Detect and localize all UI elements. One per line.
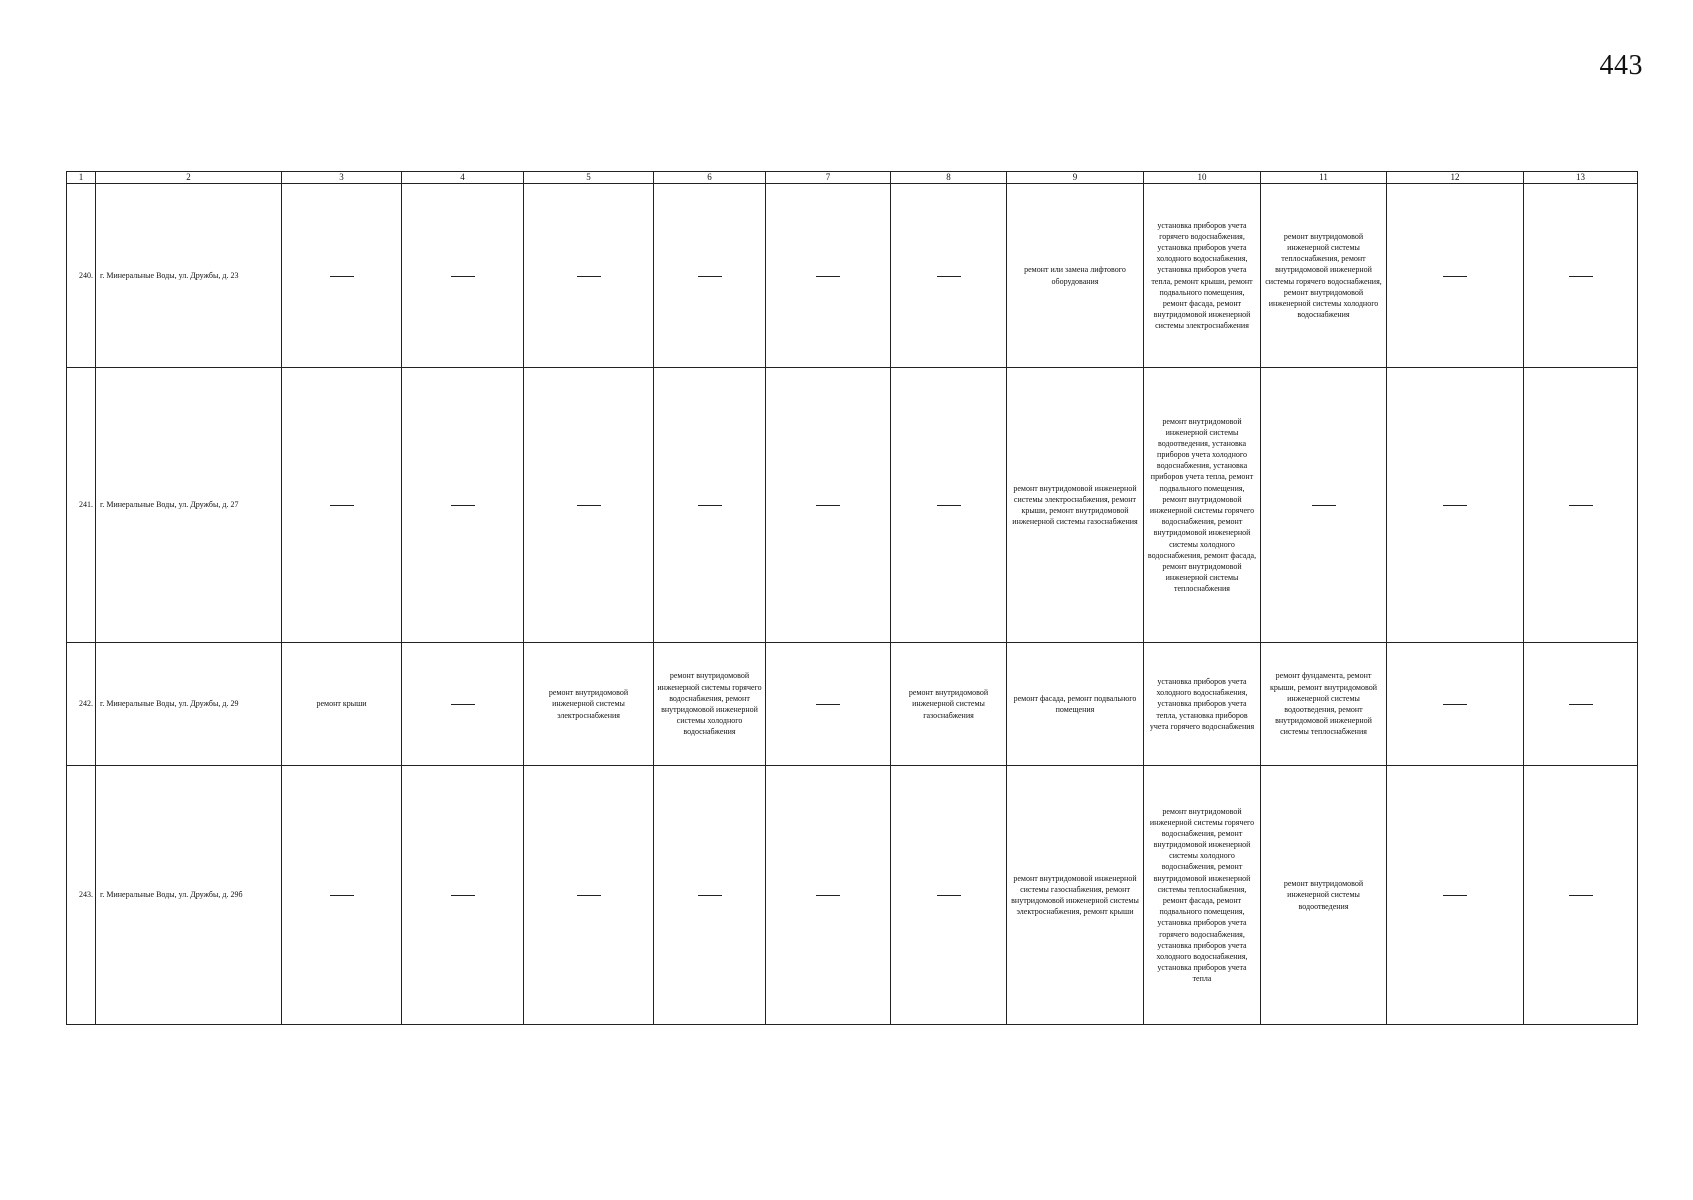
cell: [1524, 368, 1638, 643]
empty-dash: [1569, 276, 1593, 277]
cell: [524, 368, 654, 643]
cell: ремонт внутридомовой инженерной системы газоснабжения, ремонт внутридомовой инженерной системы электроснабжения, ремонт крыши: [1007, 766, 1144, 1025]
cell: ремонт крыши: [282, 643, 402, 766]
column-header: 3: [282, 172, 402, 184]
address-cell: г. Минеральные Воды, ул. Дружбы, д. 29б: [96, 766, 282, 1025]
address-cell: г. Минеральные Воды, ул. Дружбы, д. 27: [96, 368, 282, 643]
column-number-row: [67, 172, 1638, 184]
cell: [654, 766, 766, 1025]
cell: ремонт фасада, ремонт подвального помещения: [1007, 643, 1144, 766]
cell: ремонт внутридомовой инженерной системы газоснабжения: [891, 643, 1007, 766]
empty-dash: [816, 895, 840, 896]
empty-dash: [451, 704, 475, 705]
repair-schedule-table: [66, 171, 1638, 1025]
column-header: 4: [402, 172, 524, 184]
cell: [654, 368, 766, 643]
cell: [766, 184, 891, 368]
empty-dash: [1569, 505, 1593, 506]
empty-dash: [451, 505, 475, 506]
empty-dash: [816, 704, 840, 705]
cell: [402, 643, 524, 766]
empty-dash: [937, 276, 961, 277]
empty-dash: [1443, 704, 1467, 705]
column-header: 8: [891, 172, 1007, 184]
cell: [1524, 766, 1638, 1025]
column-header: 1: [67, 172, 96, 184]
column-header: 2: [96, 172, 282, 184]
address-cell: г. Минеральные Воды, ул. Дружбы, д. 23: [96, 184, 282, 368]
cell: ремонт внутридомовой инженерной системы водоотведения: [1261, 766, 1387, 1025]
cell: [891, 184, 1007, 368]
empty-dash: [330, 276, 354, 277]
cell: [524, 184, 654, 368]
row-number: 242.: [67, 643, 96, 766]
cell: [1261, 368, 1387, 643]
column-header: 5: [524, 172, 654, 184]
table-row: [67, 368, 1638, 643]
column-header: 10: [1144, 172, 1261, 184]
cell: [1524, 643, 1638, 766]
cell: установка приборов учета горячего водоснабжения, установка приборов учета холодного водоснабжения, установка приборов учета тепла, ремонт крыши, ремонт подвального помещения, ремонт фасада, ремонт внутридомовой инженерной системы электроснабжения: [1144, 184, 1261, 368]
cell: ремонт внутридомовой инженерной системы горячего водоснабжения, ремонт внутридомовой инженерной системы холодного водоснабжения: [654, 643, 766, 766]
empty-dash: [816, 505, 840, 506]
empty-dash: [698, 895, 722, 896]
column-header: 6: [654, 172, 766, 184]
empty-dash: [1443, 895, 1467, 896]
column-header: 7: [766, 172, 891, 184]
cell: ремонт внутридомовой инженерной системы горячего водоснабжения, ремонт внутридомовой инженерной системы холодного водоснабжения, ремонт внутридомовой инженерной системы теплоснабжения, ремонт фасада, ремонт подвального помещения, установка приборов учета горячего водоснабжения, установка приборов учета холодного водоснабжения, установка приборов учета тепла: [1144, 766, 1261, 1025]
cell: [766, 766, 891, 1025]
empty-dash: [451, 276, 475, 277]
empty-dash: [1443, 505, 1467, 506]
cell: [766, 368, 891, 643]
empty-dash: [1569, 704, 1593, 705]
column-header: 13: [1524, 172, 1638, 184]
column-header: 9: [1007, 172, 1144, 184]
empty-dash: [937, 895, 961, 896]
cell: [282, 184, 402, 368]
cell: ремонт внутридомовой инженерной системы водоотведения, установка приборов учета холодного водоснабжения, установка приборов учета тепла, ремонт подвального помещения, ремонт внутридомовой инженерной системы горячего водоснабжения, ремонт внутридомовой инженерной системы холодного водоснабжения, ремонт фасада, ремонт внутридомовой инженерной системы теплоснабжения: [1144, 368, 1261, 643]
cell: [766, 643, 891, 766]
cell: [1387, 184, 1524, 368]
empty-dash: [451, 895, 475, 896]
cell: [524, 766, 654, 1025]
cell: [1387, 766, 1524, 1025]
cell: [402, 184, 524, 368]
cell: ремонт внутридомовой инженерной системы электроснабжения: [524, 643, 654, 766]
empty-dash: [816, 276, 840, 277]
cell: ремонт внутридомовой инженерной системы электроснабжения, ремонт крыши, ремонт внутридомовой инженерной системы газоснабжения: [1007, 368, 1144, 643]
cell: [891, 368, 1007, 643]
empty-dash: [1312, 505, 1336, 506]
cell: [1387, 643, 1524, 766]
cell: [282, 766, 402, 1025]
empty-dash: [1569, 895, 1593, 896]
empty-dash: [698, 276, 722, 277]
empty-dash: [330, 895, 354, 896]
cell: ремонт или замена лифтового оборудования: [1007, 184, 1144, 368]
empty-dash: [330, 505, 354, 506]
cell: [1524, 184, 1638, 368]
cell: [1387, 368, 1524, 643]
address-cell: г. Минеральные Воды, ул. Дружбы, д. 29: [96, 643, 282, 766]
page-number: 443: [1599, 50, 1643, 81]
row-number: 241.: [67, 368, 96, 643]
cell: [282, 368, 402, 643]
empty-dash: [577, 895, 601, 896]
column-header: 12: [1387, 172, 1524, 184]
column-header: 11: [1261, 172, 1387, 184]
cell: [402, 766, 524, 1025]
table-row: [67, 643, 1638, 766]
row-number: 243.: [67, 766, 96, 1025]
table-row: [67, 766, 1638, 1025]
cell: ремонт внутридомовой инженерной системы теплоснабжения, ремонт внутридомовой инженерной системы горячего водоснабжения, ремонт внутридомовой инженерной системы холодного водоснабжения: [1261, 184, 1387, 368]
table-row: [67, 184, 1638, 368]
row-number: 240.: [67, 184, 96, 368]
cell: [654, 184, 766, 368]
cell: установка приборов учета холодного водоснабжения, установка приборов учета тепла, установка приборов учета горячего водоснабжения: [1144, 643, 1261, 766]
cell: [891, 766, 1007, 1025]
empty-dash: [1443, 276, 1467, 277]
empty-dash: [577, 276, 601, 277]
empty-dash: [698, 505, 722, 506]
empty-dash: [577, 505, 601, 506]
cell: ремонт фундамента, ремонт крыши, ремонт внутридомовой инженерной системы водоотведения, ремонт внутридомовой инженерной системы теплоснабжения: [1261, 643, 1387, 766]
cell: [402, 368, 524, 643]
empty-dash: [937, 505, 961, 506]
